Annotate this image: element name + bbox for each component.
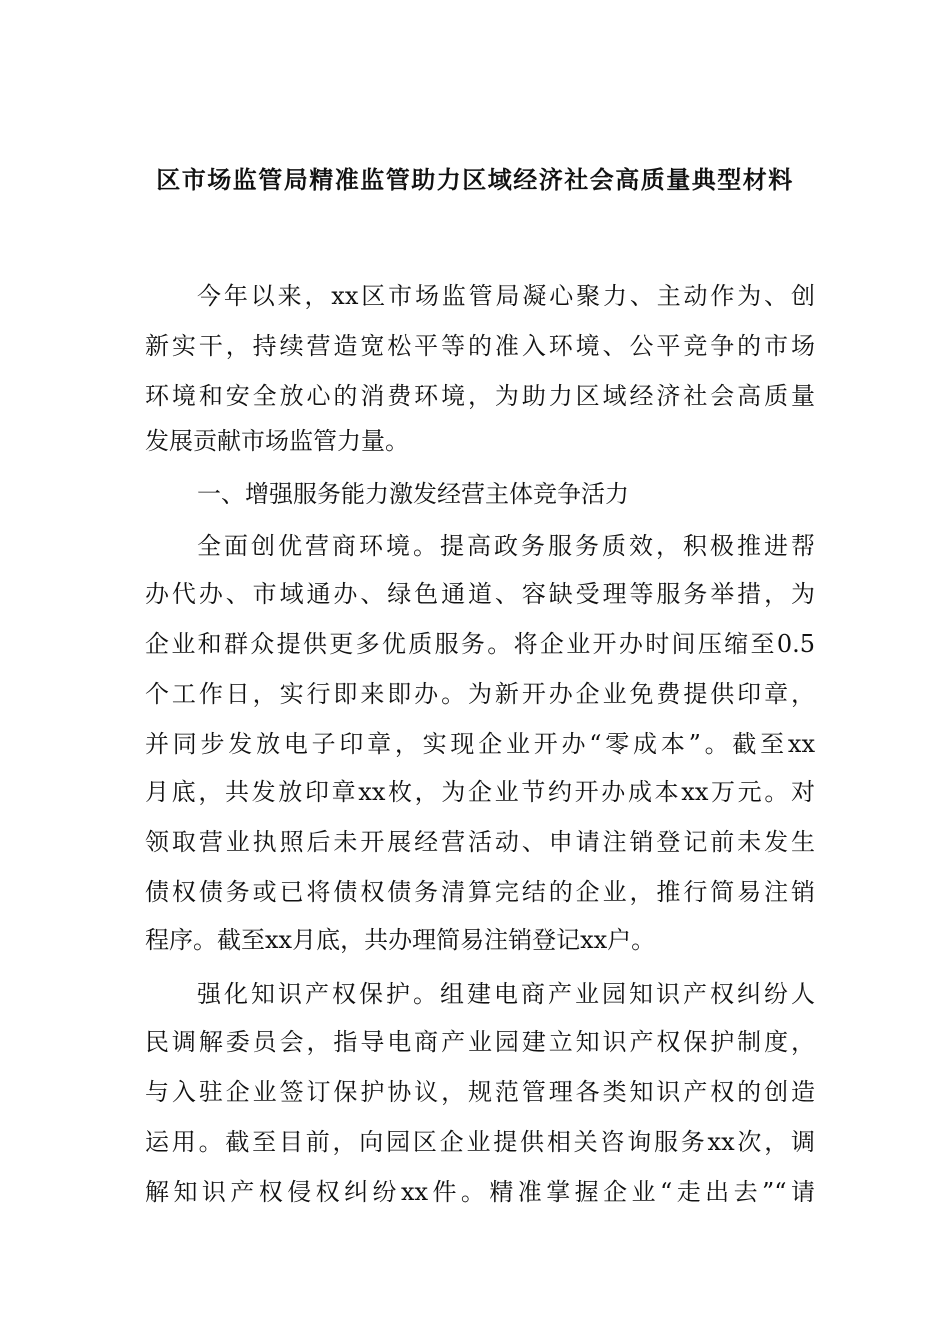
paragraph-line: 债权债务或已将债权债务清算完结的企业，推行简易注销	[145, 878, 815, 906]
section-heading: 一、增强服务能力激发经营主体竞争活力	[197, 480, 629, 508]
paragraph-line: 今年以来，xx区市场监管局凝心聚力、主动作为、创	[197, 282, 815, 310]
paragraph-line: 领取营业执照后未开展经营活动、申请注销登记前未发生	[145, 828, 815, 856]
paragraph-line: 新实干，持续营造宽松平等的准入环境、公平竞争的市场	[145, 332, 815, 360]
document-title: 区市场监管局精准监管助力区域经济社会高质量典型材料	[156, 165, 794, 194]
paragraph-line: 发展贡献市场监管力量。	[145, 427, 409, 455]
paragraph-line: 全面创优营商环境。提高政务服务质效，积极推进帮	[197, 532, 815, 560]
paragraph-line: 民调解委员会，指导电商产业园建立知识产权保护制度，	[145, 1028, 815, 1056]
paragraph-line: 个工作日，实行即来即办。为新开办企业免费提供印章，	[145, 680, 815, 708]
paragraph-line: 解知识产权侵权纠纷xx件。精准掌握企业“走出去”“请	[145, 1178, 815, 1206]
paragraph-line: 并同步发放电子印章，实现企业开办“零成本”。截至xx	[145, 730, 815, 758]
paragraph-line: 月底，共发放印章xx枚，为企业节约开办成本xx万元。对	[145, 778, 815, 806]
paragraph-line: 环境和安全放心的消费环境，为助力区域经济社会高质量	[145, 382, 815, 410]
paragraph-line: 办代办、市域通办、绿色通道、容缺受理等服务举措，为	[145, 580, 815, 608]
paragraph-line: 运用。截至目前，向园区企业提供相关咨询服务xx次，调	[145, 1128, 815, 1156]
paragraph-line: 程序。截至xx月底，共办理简易注销登记xx户。	[145, 926, 656, 954]
paragraph-line: 与入驻企业签订保护协议，规范管理各类知识产权的创造	[145, 1078, 815, 1106]
paragraph-line: 强化知识产权保护。组建电商产业园知识产权纠纷人	[197, 980, 815, 1008]
paragraph-line: 企业和群众提供更多优质服务。将企业开办时间压缩至0.5	[145, 630, 815, 658]
